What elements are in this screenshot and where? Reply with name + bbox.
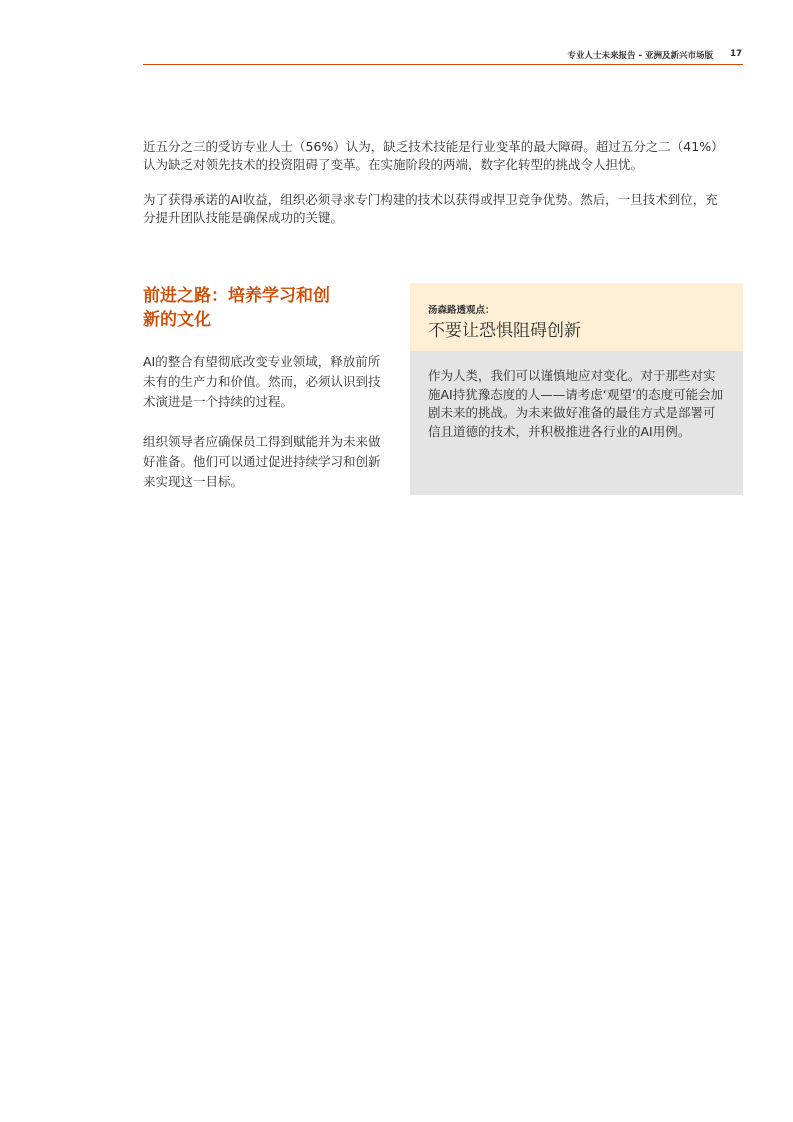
intro-paragraph-2: 为了获得承诺的AI收益，组织必须寻求专门构建的技术以获得或捍卫竞争优势。然后，一旦技术到位，充分提升团队技能是确保成功的关键。: [143, 192, 718, 225]
section-paragraph-1: AI的整合有望彻底改变专业领域，释放前所未有的生产力和价值。然而，必须认识到技术演进是一个持续的过程。: [143, 354, 381, 409]
page-header: [143, 48, 743, 64]
header-divider: [143, 64, 743, 65]
report-title: 专业人士未来报告 - 亚洲及新兴市场版: [567, 51, 713, 61]
callout-box: [410, 283, 743, 495]
section-title: 前进之路：培养学习和创新的文化: [143, 286, 330, 330]
section-paragraph-2: 组织领导者应确保员工得到赋能并为未来做好准备。他们可以通过促进持续学习和创新来实现这一目标。: [143, 434, 381, 489]
callout-kicker: 汤森路透观点：: [428, 305, 495, 316]
callout-body: 作为人类，我们可以谨慎地应对变化。对于那些对实施AI持犹豫态度的人——请考虑‘观望’的态度可能会加剧未来的挑战。为未来做好准备的最佳方式是部署可信且道德的技术，并积极推进各行业的AI用例。: [410, 351, 743, 495]
page-number: 17: [730, 49, 742, 59]
section-column: [143, 284, 381, 492]
intro-section: [143, 138, 727, 244]
intro-paragraph-1: 近五分之三的受访专业人士（56%）认为，缺乏技术技能是行业变革的最大障碍。超过五分之二（41%）认为缺乏对领先技术的投资阻碍了变革。在实施阶段的两端，数字化转型的挑战令人担忧。: [143, 139, 724, 172]
callout-header: [410, 283, 743, 351]
callout-title: 不要让恐惧阻碍创新: [428, 321, 581, 341]
